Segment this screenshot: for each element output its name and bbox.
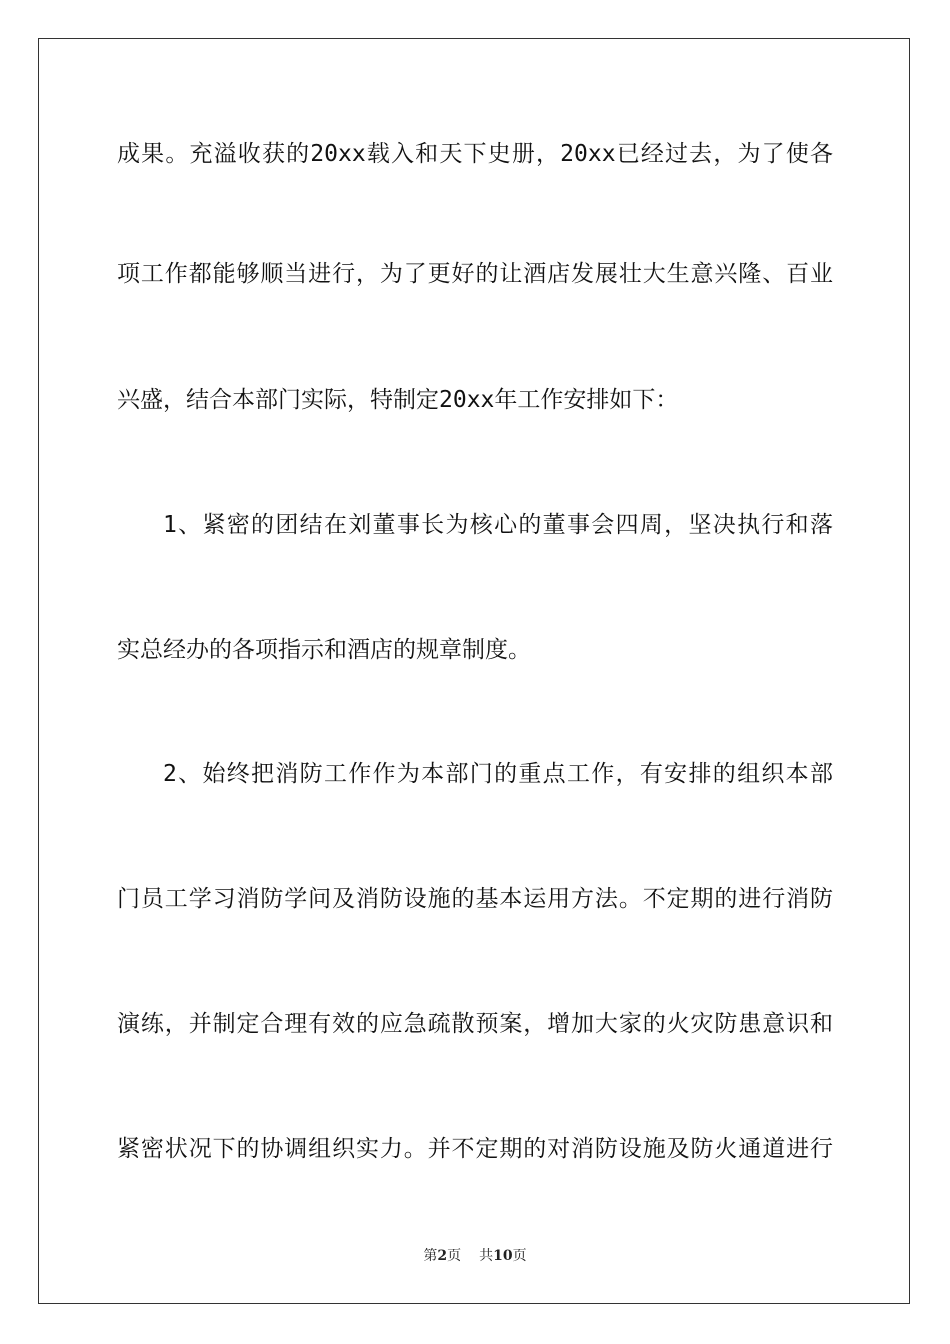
body-line-2: 项工作都能够顺当进行，为了更好的让酒店发展壮大生意兴隆、百业: [117, 261, 833, 287]
body-line-5: 实总经办的各项指示和酒店的规章制度。: [117, 637, 531, 663]
body-line-1: 成果。充溢收获的20xx载入和天下史册，20xx已经过去，为了使各: [117, 141, 833, 167]
body-line-3: 兴盛，结合本部门实际，特制定20xx年工作安排如下：: [117, 387, 679, 413]
body-line-7: 门员工学习消防学问及消防设施的基本运用方法。不定期的进行消防: [117, 886, 833, 912]
footer-total-prefix: 共: [479, 1248, 494, 1264]
page-footer: [0, 1246, 950, 1266]
body-line-8: 演练，并制定合理有效的应急疏散预案，增加大家的火灾防患意识和: [117, 1011, 833, 1037]
body-line-6: 2、始终把消防工作作为本部门的重点工作，有安排的组织本部: [163, 761, 833, 787]
footer-total-suffix: 页: [512, 1248, 527, 1264]
body-line-4: 1、紧密的团结在刘董事长为核心的董事会四周，坚决执行和落: [163, 512, 833, 538]
footer-page-number: 2: [437, 1248, 448, 1264]
footer-total-number: 10: [493, 1248, 513, 1264]
body-line-9: 紧密状况下的协调组织实力。并不定期的对消防设施及防火通道进行: [117, 1136, 833, 1162]
footer-page-suffix: 页: [447, 1248, 462, 1264]
page-border: [38, 38, 910, 1304]
footer-page-prefix: 第: [423, 1248, 438, 1264]
